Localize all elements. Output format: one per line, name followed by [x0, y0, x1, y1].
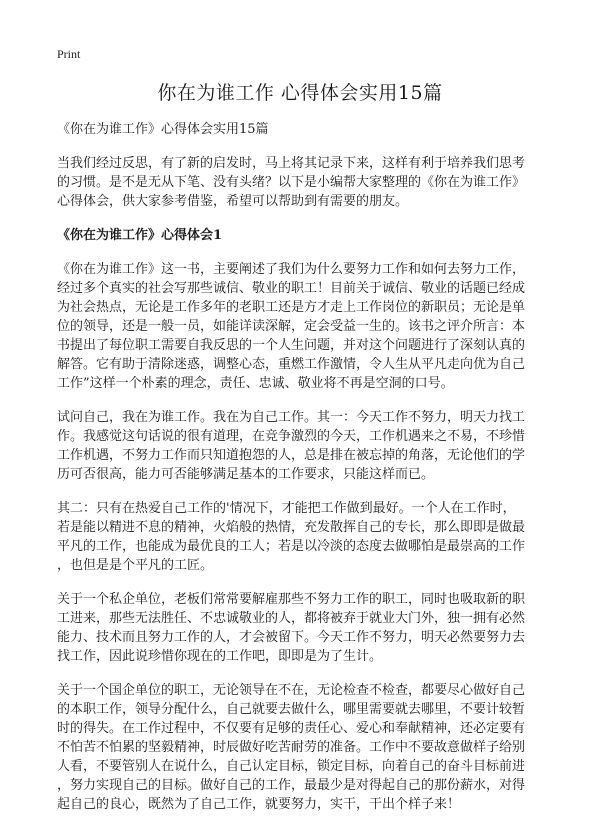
text-line: 历可否很高，能力可否能够满足基本的工作要求，只能这样而已。	[57, 467, 435, 482]
text-line: ，也但是是个平凡的工匠。	[57, 558, 214, 573]
section-heading: 《你在为谁工作》心得体会1	[57, 228, 223, 243]
text-line: 作。我感觉这句话说的很有道理，在竞争激烈的今天，工作机遇来之不易，不珍惜	[57, 429, 526, 444]
body-paragraph	[57, 408, 553, 484]
text-line: 工作机遇，不努力工作而只知道抱怨的人，总是排在被忘掉的角落，无论他们的学	[57, 448, 526, 463]
text-line: 位的领导，还是一般一员，如能详读深解，定会受益一生的。该书之评介所言：本	[57, 319, 526, 334]
body-paragraph	[57, 499, 553, 575]
page-title: 你在为谁工作 心得体会实用15篇	[157, 82, 443, 104]
document-body	[57, 120, 553, 829]
text-line: 找工作，因此说珍惜你现在的工作吧，即即是为了生计。	[57, 649, 383, 664]
text-line: 其二：只有在热爱自己工作的'情况下，才能把工作做到最好。一个人在工作时，	[57, 501, 516, 516]
text-line: 工进来，那些无法胜任、不忠诚敬业的人，都将被弃于就业大门外，独一拥有必然	[57, 611, 526, 626]
body-paragraph	[57, 260, 553, 393]
text-line: 平凡的工作，也能成为最优良的工人；若是以冷淡的态度去做哪怕是最崇高的工作	[57, 539, 526, 554]
text-line: ，努力实现自己的目标。做好自己的工作，最最少是对得起自己的那份薪水，对得	[57, 778, 526, 793]
text-line: 的本职工作，领导分配什么，自己就要去做什么，哪里需要就去哪里，不要计较暂	[57, 702, 526, 717]
text-line: 人看，不要管别人在说什么，自己认定目标，锁定目标，向着自己的奋斗目标前进	[57, 759, 526, 774]
text-line: 起自己的良心，既然为了自己工作，就要努力，实干，干出个样子来！	[57, 797, 461, 812]
print-link[interactable]: Print	[57, 47, 81, 61]
text-line: 若是能以精进不息的精神，火焰般的热情，充发散挥自己的专长，那么即即是做最	[57, 520, 526, 535]
text-line: 的习惯。是不是无从下笔、没有头绪？以下是小编帮大家整理的《你在为谁工作》	[57, 175, 526, 190]
text-line: 心得体会，供大家参考借鉴，希望可以帮助到有需要的朋友。	[57, 194, 409, 209]
text-line: 关于一个私企单位，老板们常常要解雇那些不努力工作的职工，同时也吸取新的职	[57, 592, 526, 607]
text-line: 试问自己，我在为谁工作。我在为自己工作。其一：今天工作不努力，明天力找工	[57, 410, 526, 425]
text-line: 书提出了每位职工需要自我反思的一个人生问题，并对这个问题进行了深刻认真的	[57, 338, 526, 353]
text-line: 《你在为谁工作》这一书，主要阐述了我们为什么要努力工作和如何去努力工作，	[57, 262, 526, 277]
intro-paragraph	[57, 154, 553, 211]
text-line: 工作”这样一个朴素的理念，责任、忠诚、敬业将不再是空洞的口号。	[57, 376, 454, 391]
text-line: 当我们经过反思，有了新的启发时，马上将其记录下来，这样有利于培养我们思考	[57, 156, 526, 171]
text-line: 经过多个真实的社会写那些诚信、敬业的职工！目前关于诚信、敬业的话题已经成	[57, 281, 526, 296]
document-subtitle: 《你在为谁工作》心得体会实用15篇	[57, 122, 269, 137]
body-paragraph	[57, 681, 553, 814]
text-line: 时的得失。在工作过程中，不仅要有足够的责任心、爱心和奉献精神，还必定要有	[57, 721, 526, 736]
text-line: 不怕苦不怕累的坚毅精神，时辰做好吃苦耐劳的准备。工作中不要故意做样子给别	[57, 740, 526, 755]
body-paragraph	[57, 590, 553, 666]
text-line: 解答。它有助于清除迷惑，调整心态，重燃工作激情，令人生从平凡走向优为自己	[57, 357, 526, 372]
text-line: 关于一个国企单位的职工，无论领导在不在，无论检查不检查，都要尽心做好自己	[57, 683, 526, 698]
text-line: 为社会热点，无论是工作多年的老职工还是方才走上工作岗位的新职员；无论是单	[57, 300, 526, 315]
text-line: 能力、技术而且努力工作的人，才会被留下。今天工作不努力，明天必然要努力去	[57, 630, 526, 645]
